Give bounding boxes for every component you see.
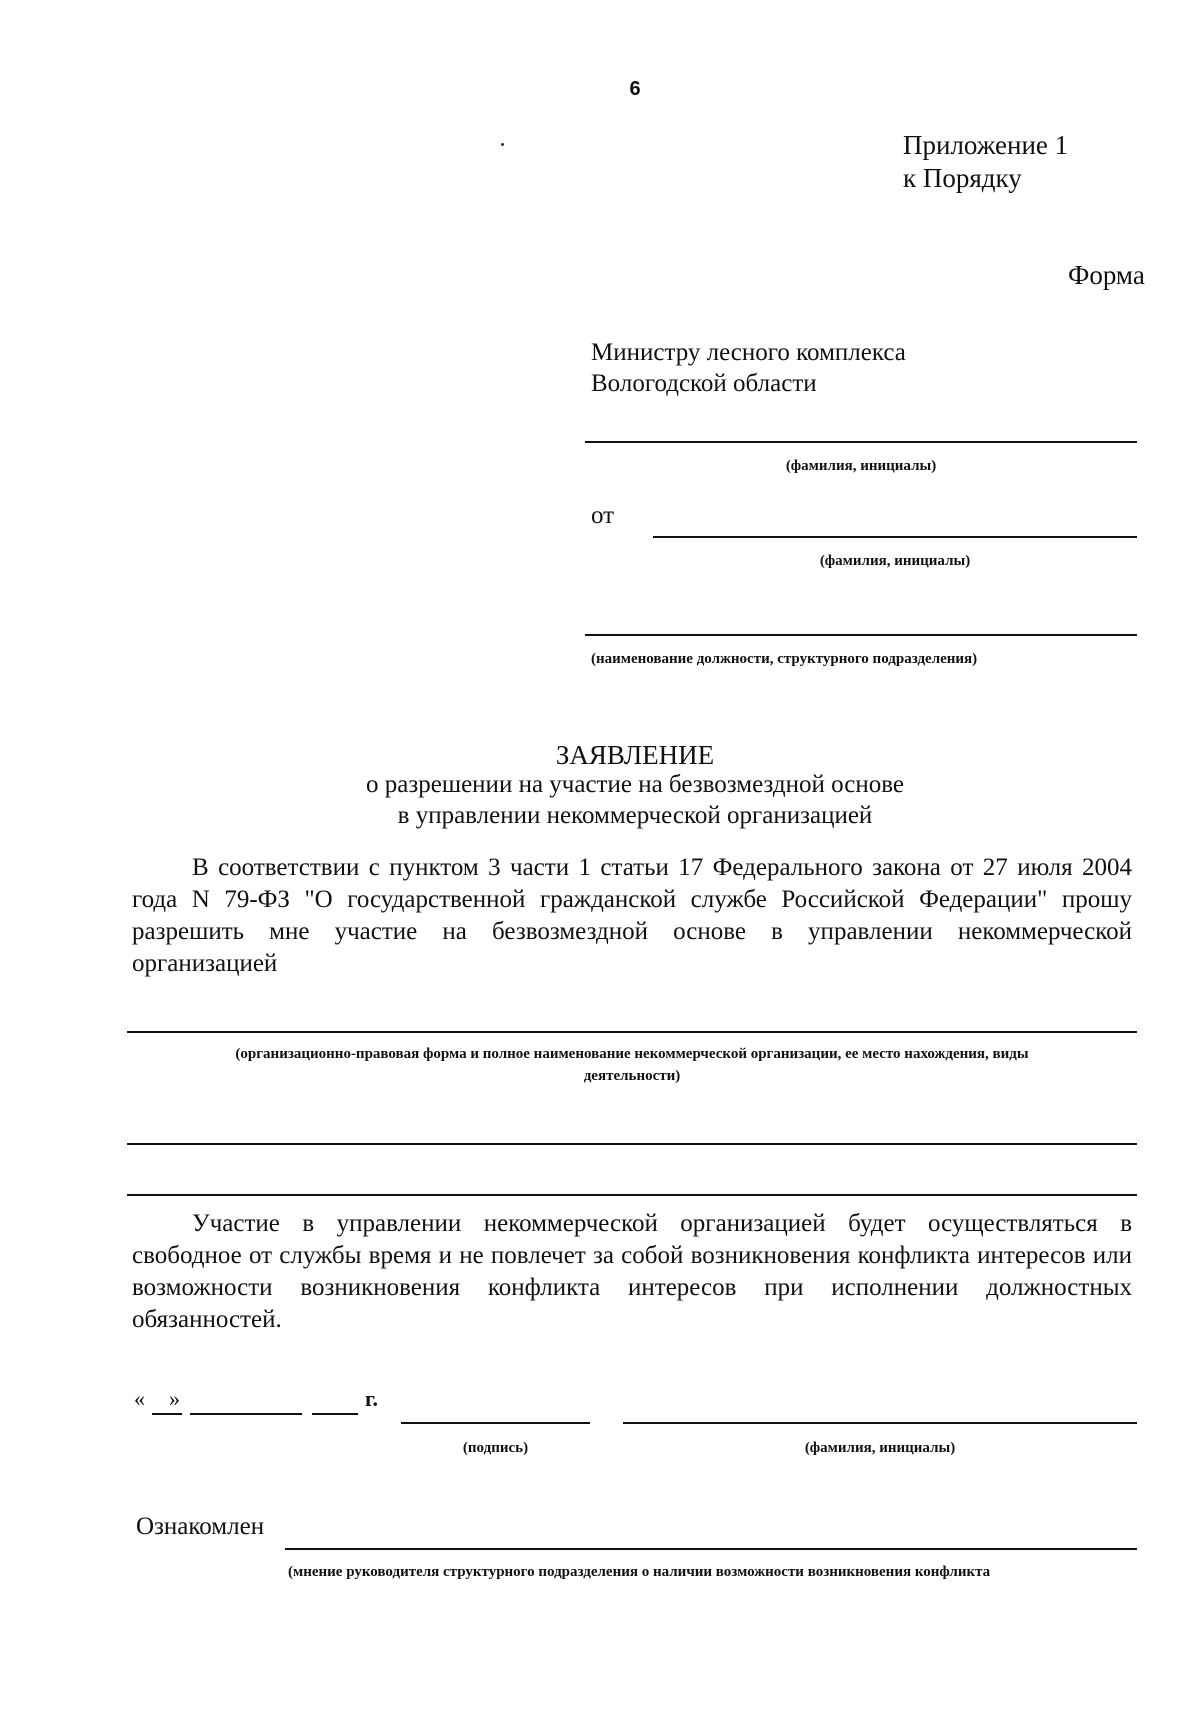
from-label: от bbox=[591, 502, 615, 529]
addressee-line1: Министру лесного комплекса bbox=[591, 339, 906, 366]
form-label: Форма bbox=[1068, 260, 1145, 290]
signer-name-caption: (фамилия, инициалы) bbox=[804, 1440, 956, 1456]
page-number: 6 bbox=[629, 78, 641, 100]
signature-field[interactable] bbox=[401, 1422, 590, 1424]
position-field[interactable] bbox=[585, 634, 1137, 636]
appendix-line2: к Порядку bbox=[903, 163, 1022, 193]
organization-field-1[interactable] bbox=[127, 1031, 1137, 1033]
year-suffix: г. bbox=[365, 1386, 379, 1411]
date-year-field[interactable] bbox=[312, 1413, 358, 1415]
addressee-name-field[interactable] bbox=[585, 441, 1137, 443]
participation-paragraph bbox=[132, 1208, 1132, 1336]
request-paragraph-text: В соответствии с пунктом 3 части 1 статьи 17 Федерального закона от 27 июля 2004 года N 79-ФЗ "О государственной гражданской службе Российской Федерации" прошу разрешить мне участие на безвозмездной основе в управлении некоммерческой организацией bbox=[132, 854, 1132, 977]
scan-dot bbox=[501, 143, 504, 146]
organization-field-3[interactable] bbox=[127, 1194, 1137, 1196]
signer-name-field[interactable] bbox=[623, 1422, 1137, 1424]
from-name-caption: (фамилия, инициалы) bbox=[819, 553, 971, 569]
addressee-line2: Вологодской области bbox=[591, 370, 817, 397]
participation-paragraph-text: Участие в управлении некоммерческой организацией будет осуществляться в свободное от службы время и не повлечет за собой возникновения конфликта интересов или возможности возникновения конфликта интересов при исполнении должностных обязанностей. bbox=[132, 1210, 1132, 1333]
date-day-field[interactable] bbox=[152, 1413, 182, 1415]
from-name-field[interactable] bbox=[653, 536, 1137, 538]
acknowledgement-caption: (мнение руководителя структурного подразделения о наличии возможности возникновения конфликта bbox=[288, 1564, 991, 1580]
document-subtitle-1: о разрешении на участие на безвозмездной основе bbox=[366, 771, 904, 798]
acknowledgement-field[interactable] bbox=[285, 1548, 1137, 1550]
organization-caption-line1: (организационно-правовая форма и полное наименование некоммерческой организации, ее место нахождения, виды bbox=[235, 1046, 1029, 1062]
addressee-name-caption: (фамилия, инициалы) bbox=[785, 458, 937, 474]
position-caption: (наименование должности, структурного подразделения) bbox=[591, 651, 978, 667]
date-open-quote: « bbox=[134, 1386, 145, 1411]
signature-caption: (подпись) bbox=[462, 1440, 529, 1456]
acknowledged-label: Ознакомлен bbox=[136, 1513, 265, 1540]
appendix-line1: Приложение 1 bbox=[903, 130, 1069, 160]
request-paragraph bbox=[132, 852, 1132, 980]
document-subtitle-2: в управлении некоммерческой организацией bbox=[397, 802, 873, 829]
organization-caption-line2: деятельности) bbox=[583, 1068, 681, 1084]
organization-field-2[interactable] bbox=[127, 1143, 1137, 1145]
date-month-field[interactable] bbox=[190, 1413, 302, 1415]
date-close-quote: » bbox=[169, 1386, 180, 1411]
document-title: ЗАЯВЛЕНИЕ bbox=[555, 740, 715, 770]
